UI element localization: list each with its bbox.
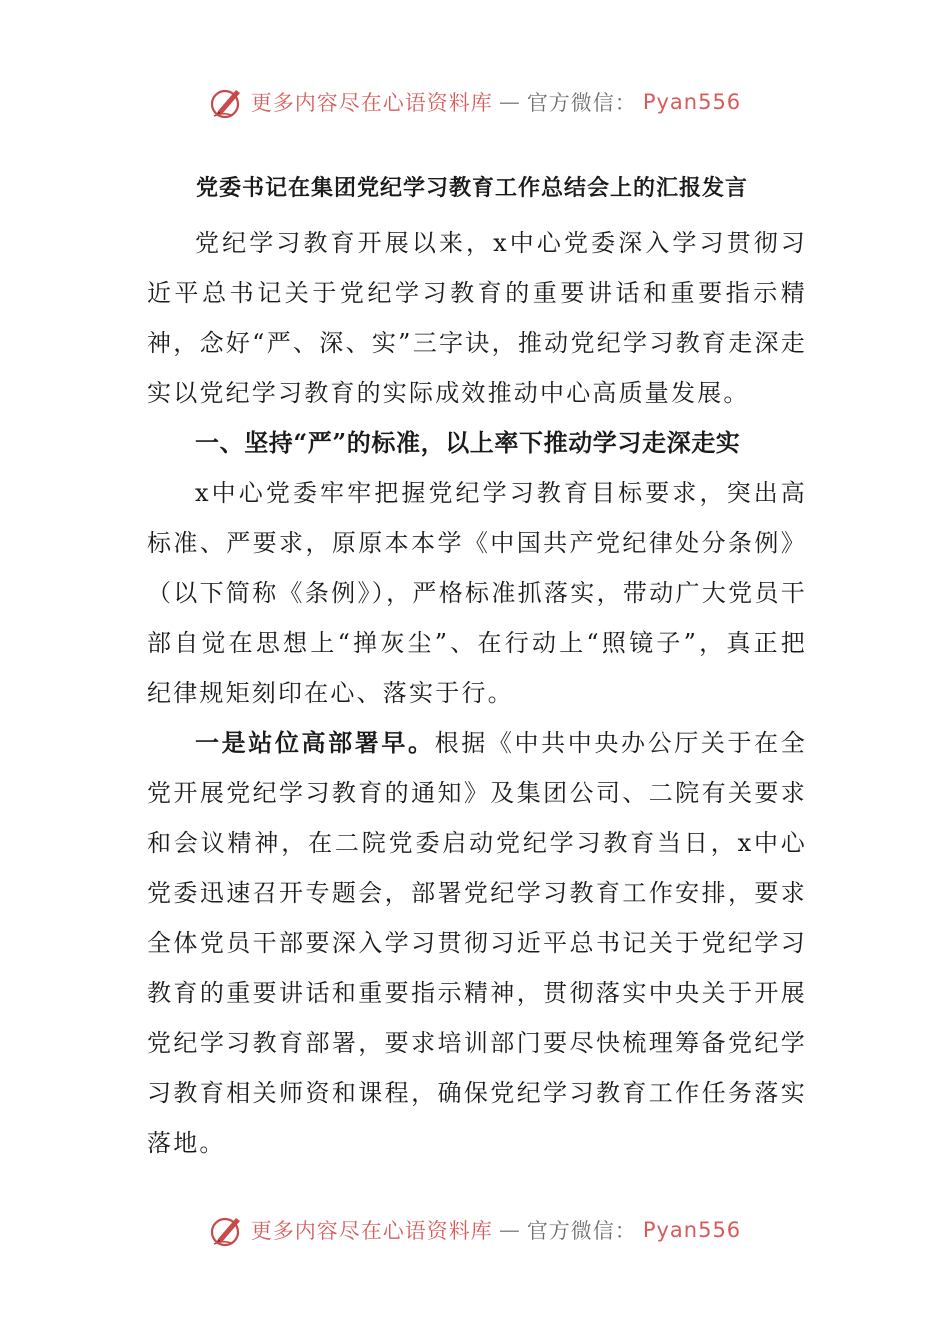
watermark-wechat-id: Pyan556 [642, 1218, 742, 1242]
watermark-dash: — [498, 1218, 521, 1242]
watermark-banner-bottom [0, 1208, 950, 1252]
intro-paragraph: 党纪学习教育开展以来，x中心党委深入学习贯彻习近平总书记关于党纪学习教育的重要讲话和重要指示精神，念好“严、深、实”三字诀，推动党纪学习教育走深走实以党纪学习教育的实际成效推动中心高质量发展。 [147, 229, 807, 407]
document-title: 党委书记在集团党纪学习教育工作总结会上的汇报发言 [195, 175, 748, 201]
section-heading-1: 一、坚持“严”的标准，以上率下推动学习走深走实 [195, 428, 741, 457]
watermark-sub-text: 官方微信： [526, 91, 637, 115]
watermark-dash: — [498, 90, 521, 114]
pen-circle-icon [209, 84, 245, 120]
point-1-body: 根据《中共中央办公厅关于在全党开展党纪学习教育的通知》及集团公司、二院有关要求和会议精神，在二院党委启动党纪学习教育当日，x中心党委迅速召开专题会，部署党纪学习教育工作安排，要求全体党员干部要深入学习贯彻习近平总书记关于党纪学习教育的重要讲话和重要指示精神，贯彻落实中央关于开展党纪学习教育部署，要求培训部门要尽快梳理筹备党纪学习教育相关师资和课程，确保党纪学习教育工作任务落实落地。 [147, 729, 807, 1157]
document-body [147, 168, 807, 1168]
section-1-paragraph: x中心党委牢牢把握党纪学习教育目标要求，突出高标准、严要求，原原本本学《中国共产党纪律处分条例》（以下简称《条例》），严格标准抓落实，带动广大党员干部自觉在思想上“掸灰尘”、在行动上“照镜子”，真正把纪律规矩刻印在心、落实于行。 [147, 479, 807, 707]
point-1-paragraph [147, 718, 807, 1168]
watermark-main-text: 更多内容尽在心语资料库 [250, 1219, 493, 1243]
watermark-wechat-id: Pyan556 [642, 90, 742, 114]
watermark-banner-top [0, 80, 950, 124]
pen-circle-icon [209, 1212, 245, 1248]
watermark-main-text: 更多内容尽在心语资料库 [250, 91, 493, 115]
point-1-lead: 一是站位高部署早。 [195, 728, 435, 757]
watermark-sub-text: 官方微信： [526, 1219, 637, 1243]
